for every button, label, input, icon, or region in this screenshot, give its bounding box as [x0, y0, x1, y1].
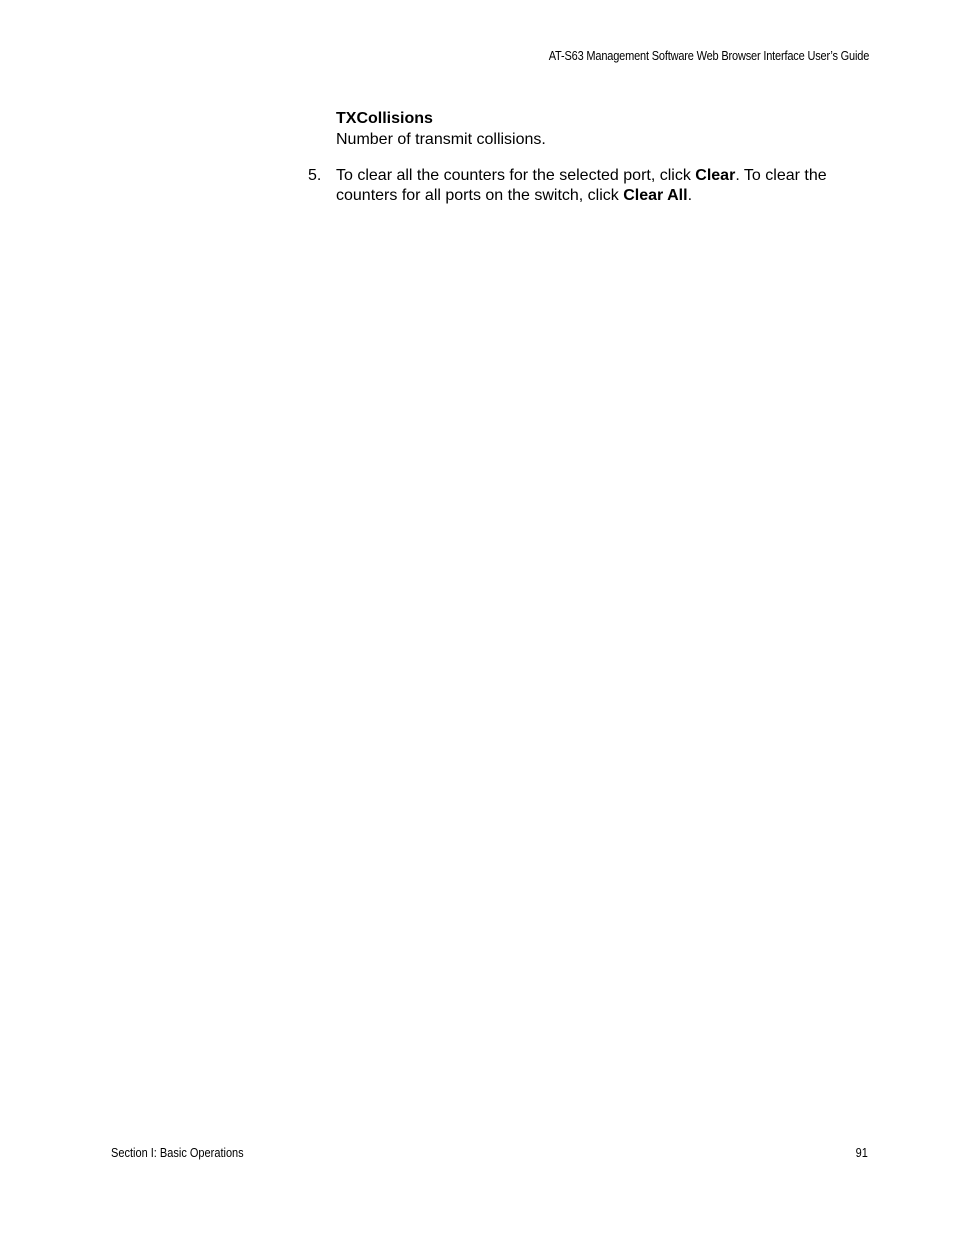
- running-header: AT-S63 Management Software Web Browser Interface User’s Guide: [548, 49, 869, 63]
- clear-button-reference: Clear: [695, 167, 736, 184]
- footer-page-number: 91: [855, 1146, 868, 1160]
- field-description: Number of transmit collisions.: [336, 131, 546, 148]
- step-text-part1: To clear all the counters for the selected port, click: [336, 167, 696, 184]
- step-text-part3: .: [687, 187, 693, 204]
- field-definition: [336, 108, 876, 150]
- step-text: [336, 166, 878, 206]
- footer-section: Section I: Basic Operations: [111, 1146, 244, 1160]
- step-number: 5.: [308, 167, 322, 184]
- step-text-part2: . To clear the counters for all ports on the switch, click: [336, 167, 827, 204]
- field-term: TXCollisions: [336, 110, 433, 127]
- clear-all-button-reference: Clear All: [623, 187, 688, 204]
